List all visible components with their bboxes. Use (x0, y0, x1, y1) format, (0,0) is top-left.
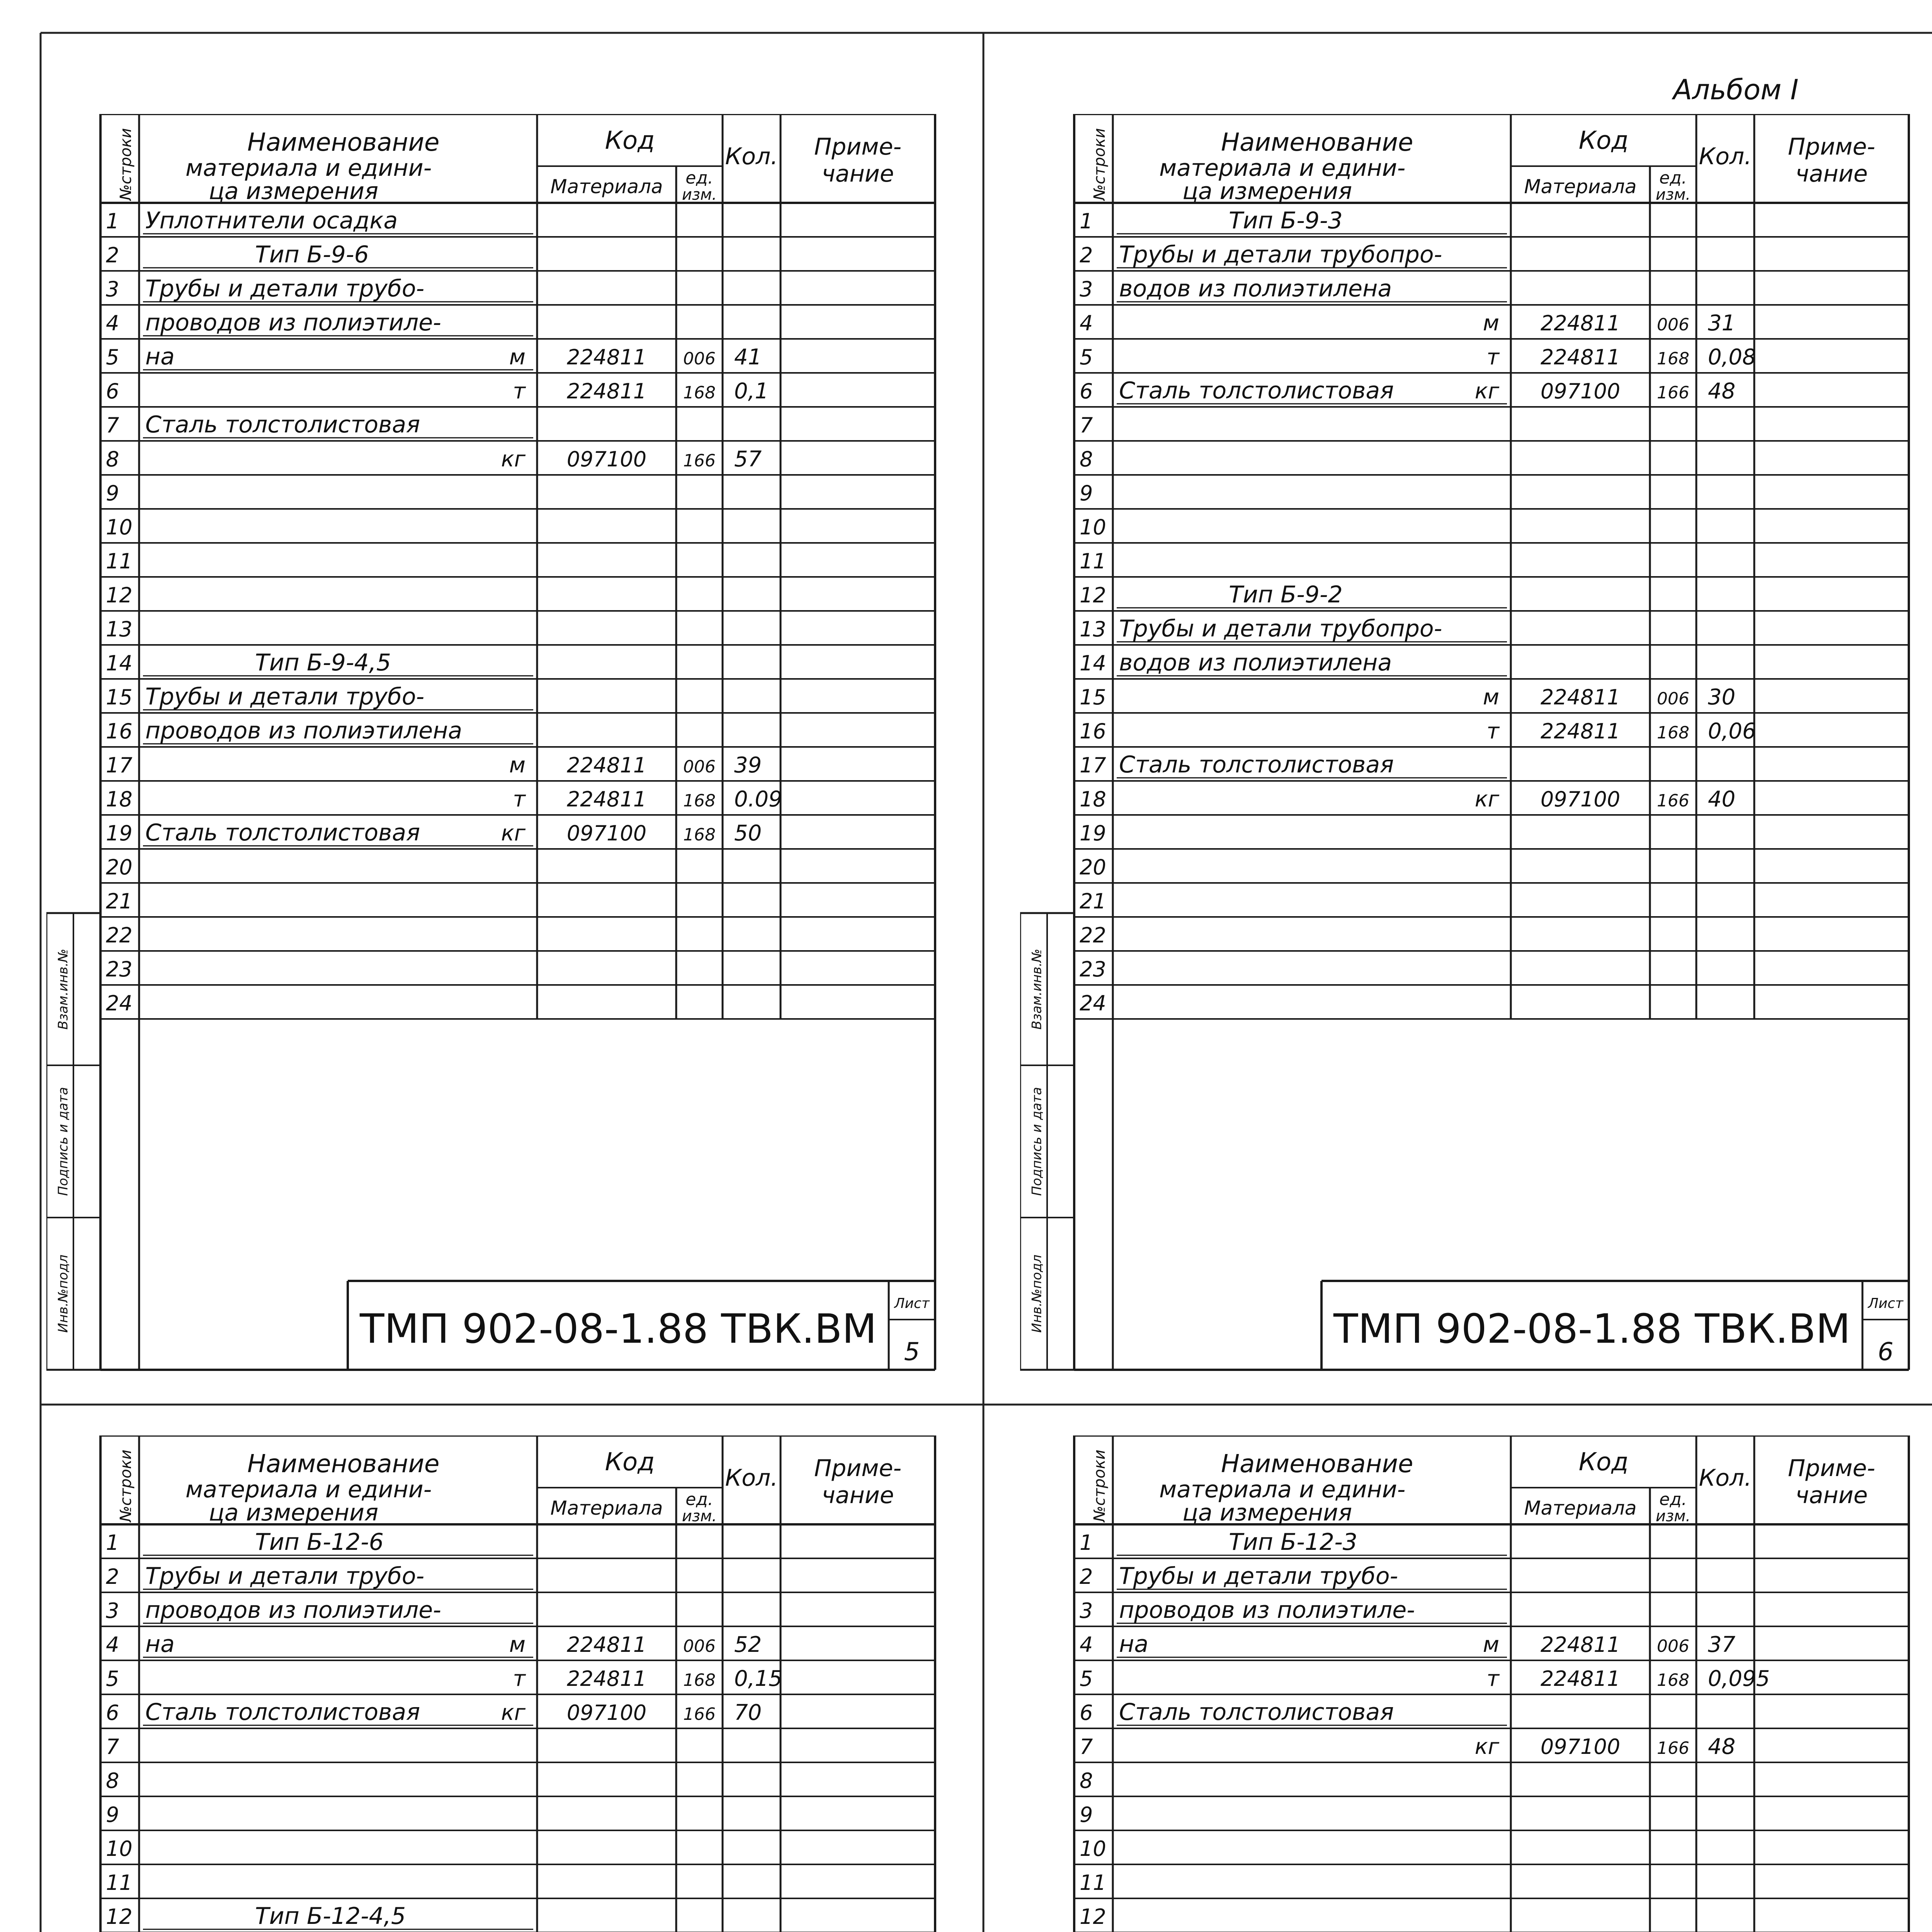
row-qty: 52 (734, 1632, 762, 1657)
row-qty: 50 (734, 821, 762, 846)
row-unit-code: 006 (683, 1636, 716, 1656)
row-number: 5 (106, 345, 119, 369)
row-name: Трубы и детали трубо- (145, 683, 425, 710)
row-number: 1 (1080, 1531, 1093, 1555)
row-unit-code: 168 (683, 1670, 716, 1690)
row-number: 5 (106, 1667, 119, 1691)
row-code: 097100 (566, 447, 647, 471)
header-name: материала и едини- (1159, 155, 1406, 182)
row-unit: т (1486, 719, 1499, 744)
row-number: 7 (106, 413, 119, 437)
document-code: ТМП 902-08-1.88 ТВК.ВМ (1333, 1305, 1850, 1352)
row-unit: кг (501, 1700, 526, 1725)
row-qty: 41 (734, 345, 762, 370)
header-name: материала и едини- (185, 155, 432, 182)
row-qty: 0,1 (734, 379, 769, 404)
row-number: 17 (1080, 753, 1106, 777)
row-unit: м (1483, 685, 1499, 710)
row-unit: м (509, 753, 526, 778)
row-number: 24 (1080, 991, 1106, 1015)
row-name: Сталь толстолистовая (1119, 751, 1394, 778)
row-code: 224811 (566, 753, 647, 777)
row-number: 12 (1080, 583, 1106, 607)
header-note: Приме- (814, 133, 902, 160)
header-unit: ед. (685, 1490, 713, 1509)
row-unit-code: 168 (683, 383, 716, 403)
row-code: 097100 (1540, 1735, 1621, 1759)
row-number: 7 (1080, 413, 1093, 437)
row-number: 15 (106, 685, 133, 709)
row-number: 20 (106, 855, 133, 879)
row-name: проводов из полиэтилена (145, 717, 463, 744)
header-code: Код (605, 126, 655, 155)
header-code: Код (605, 1448, 655, 1476)
row-qty: 31 (1708, 311, 1736, 336)
row-qty: 0,15 (734, 1666, 782, 1691)
header-code: Код (1578, 1448, 1629, 1476)
header-name: ца измерения (1182, 178, 1352, 205)
row-code: 224811 (566, 1633, 647, 1657)
row-number: 16 (106, 719, 133, 743)
header-note: Приме- (814, 1455, 902, 1482)
row-unit-code: 168 (683, 791, 716, 811)
row-unit-code: 166 (1657, 791, 1689, 811)
row-number: 8 (106, 447, 119, 471)
row-code: 097100 (566, 821, 647, 845)
header-qty: Кол. (1699, 1464, 1752, 1492)
header-note: Приме- (1787, 1455, 1876, 1482)
row-unit: кг (1475, 787, 1499, 812)
sheet-6 (1020, 114, 1932, 1397)
row-number: 2 (106, 1565, 119, 1589)
row-number: 10 (106, 515, 133, 539)
row-unit-code: 166 (683, 451, 716, 471)
row-number: 11 (106, 549, 133, 573)
header-unit: ед. (1659, 1490, 1687, 1509)
row-code: 097100 (566, 1701, 647, 1725)
row-number: 11 (1080, 549, 1106, 573)
row-number: 13 (1080, 617, 1106, 641)
row-name: Уплотнители осадка (145, 207, 398, 234)
row-qty: 39 (734, 753, 762, 778)
row-name: Тип Б-9-2 (1229, 581, 1343, 608)
row-code: 224811 (566, 379, 647, 403)
row-number: 14 (1080, 651, 1106, 675)
row-number: 8 (106, 1769, 119, 1793)
row-name: Трубы и детали трубо- (145, 1563, 425, 1590)
row-number: 4 (1080, 311, 1093, 335)
sheet-label: Лист (894, 1296, 930, 1311)
row-unit-code: 006 (1657, 1636, 1689, 1656)
row-number: 20 (1080, 855, 1106, 879)
row-number: 21 (106, 889, 133, 913)
row-number: 14 (106, 651, 133, 675)
row-unit-code: 006 (683, 349, 716, 369)
document-code: ТМП 902-08-1.88 ТВК.ВМ (360, 1305, 877, 1352)
header-unit: изм. (1655, 1507, 1691, 1525)
row-number: 1 (106, 1531, 119, 1555)
row-unit-code: 166 (1657, 383, 1689, 403)
row-number: 10 (1080, 515, 1106, 539)
row-unit: т (513, 787, 526, 812)
header-rowno: №строки (117, 128, 135, 201)
stamp-label: Подпись и дата (55, 1087, 71, 1196)
header-note: чание (1795, 1482, 1868, 1509)
row-name: Тип Б-9-3 (1229, 207, 1343, 234)
row-name: на (145, 343, 175, 370)
row-number: 22 (106, 923, 133, 947)
sheet-8-svg (1020, 1435, 1932, 1932)
row-number: 6 (1080, 1701, 1093, 1725)
row-number: 8 (1080, 447, 1093, 471)
row-unit: кг (501, 447, 526, 472)
row-number: 17 (106, 753, 133, 777)
header-unit: изм. (682, 186, 717, 204)
sheet-6-svg (1020, 114, 1932, 1397)
row-number: 8 (1080, 1769, 1093, 1793)
header-unit: ед. (685, 168, 713, 188)
header-unit: ед. (1659, 168, 1687, 188)
row-name: на (145, 1631, 175, 1658)
row-number: 4 (1080, 1633, 1093, 1657)
row-name: Тип Б-12-4,5 (255, 1903, 406, 1930)
row-qty: 48 (1708, 1734, 1736, 1759)
header-unit: изм. (682, 1507, 717, 1525)
row-number: 23 (106, 957, 133, 981)
header-name: материала и едини- (185, 1476, 432, 1503)
stamp-label: Взам.инв.№ (55, 949, 71, 1030)
row-number: 23 (1080, 957, 1106, 981)
sheet-label: Лист (1868, 1296, 1903, 1311)
row-unit: м (1483, 1632, 1499, 1657)
row-unit-code: 006 (683, 757, 716, 777)
sheet-5 (46, 114, 974, 1397)
sheet-number: 5 (904, 1338, 920, 1366)
header-qty: Кол. (725, 1464, 778, 1492)
row-code: 224811 (566, 1667, 647, 1691)
row-number: 24 (106, 991, 133, 1015)
row-unit: кг (501, 821, 526, 846)
sheet-5-svg (46, 114, 974, 1397)
row-number: 3 (106, 1599, 119, 1623)
row-number: 12 (1080, 1905, 1106, 1929)
row-code: 224811 (1540, 719, 1621, 743)
row-number: 15 (1080, 685, 1106, 709)
header-material: Материала (550, 1497, 663, 1519)
row-number: 1 (1080, 209, 1093, 233)
row-code: 224811 (1540, 311, 1621, 335)
row-number: 11 (1080, 1871, 1106, 1895)
row-number: 5 (1080, 345, 1093, 369)
row-number: 4 (106, 311, 119, 335)
header-rowno: №строки (1091, 128, 1109, 201)
row-unit-code: 168 (1657, 349, 1689, 369)
row-number: 7 (1080, 1735, 1093, 1759)
row-code: 097100 (1540, 379, 1621, 403)
header-rowno: №строки (117, 1449, 135, 1522)
row-number: 21 (1080, 889, 1106, 913)
row-number: 1 (106, 209, 119, 233)
row-number: 6 (1080, 379, 1093, 403)
row-unit-code: 006 (1657, 315, 1689, 335)
row-code: 224811 (1540, 345, 1621, 369)
row-qty: 48 (1708, 379, 1736, 404)
row-number: 4 (106, 1633, 119, 1657)
row-code: 224811 (1540, 1633, 1621, 1657)
row-code: 224811 (566, 787, 647, 811)
row-name: Трубы и детали трубопро- (1119, 241, 1442, 268)
row-number: 2 (106, 243, 119, 267)
row-name: Тип Б-12-3 (1229, 1529, 1357, 1556)
row-qty: 70 (734, 1700, 762, 1725)
row-number: 3 (1080, 1599, 1093, 1623)
row-number: 19 (106, 821, 133, 845)
row-number: 3 (106, 277, 119, 301)
row-number: 2 (1080, 1565, 1093, 1589)
header-name: ца измерения (209, 1499, 379, 1526)
album-label: Альбом I (1673, 73, 1799, 106)
header-note: чание (821, 1482, 894, 1509)
row-number: 5 (1080, 1667, 1093, 1691)
header-material: Материала (550, 175, 663, 198)
row-number: 13 (106, 617, 133, 641)
sheet-8 (1020, 1435, 1932, 1932)
header-name: Наименование (247, 1450, 440, 1478)
sheet-7 (46, 1435, 974, 1932)
row-unit-code: 166 (683, 1704, 716, 1724)
row-unit-code: 168 (1657, 723, 1689, 743)
row-number: 12 (106, 583, 133, 607)
header-unit: изм. (1655, 186, 1691, 204)
row-number: 10 (106, 1837, 133, 1861)
row-name: на (1119, 1631, 1148, 1658)
header-name: ца измерения (209, 178, 379, 205)
row-name: Трубы и детали трубо- (145, 275, 425, 302)
row-name: Тип Б-12-6 (255, 1529, 384, 1556)
sheet-number: 6 (1878, 1338, 1894, 1366)
row-code: 224811 (1540, 1667, 1621, 1691)
row-unit: кг (1475, 1734, 1499, 1759)
row-name: Сталь толстолистовая (1119, 1699, 1394, 1726)
row-unit: м (509, 1632, 526, 1657)
row-number: 9 (1080, 1803, 1093, 1827)
row-qty: 37 (1708, 1632, 1736, 1657)
stamp-label: Инв.№подл (55, 1254, 71, 1333)
header-name: Наименование (1221, 1450, 1413, 1478)
row-number: 11 (106, 1871, 133, 1895)
row-name: водов из полиэтилена (1119, 275, 1392, 302)
row-unit-code: 168 (683, 825, 716, 845)
row-name: Тип Б-9-6 (255, 241, 369, 268)
row-name: проводов из полиэтиле- (145, 309, 441, 336)
header-code: Код (1578, 126, 1629, 155)
header-note: Приме- (1787, 133, 1876, 160)
row-name: Сталь толстолистовая (145, 411, 420, 438)
row-number: 6 (106, 1701, 119, 1725)
row-number: 9 (106, 1803, 119, 1827)
row-number: 2 (1080, 243, 1093, 267)
row-name: проводов из полиэтиле- (1119, 1597, 1415, 1624)
header-name: Наименование (1221, 128, 1413, 157)
header-note: чание (1795, 160, 1868, 187)
row-name: Сталь толстолистовая (145, 1699, 420, 1726)
row-unit: т (513, 1666, 526, 1691)
row-unit: м (1483, 311, 1499, 336)
row-number: 9 (1080, 481, 1093, 505)
row-qty: 0.09 (734, 787, 782, 812)
stamp-label: Подпись и дата (1029, 1087, 1045, 1196)
row-unit: кг (1475, 379, 1499, 404)
row-qty: 40 (1708, 787, 1736, 812)
row-name: Сталь толстолистовая (1119, 377, 1394, 404)
header-rowno: №строки (1091, 1449, 1109, 1522)
row-name: проводов из полиэтиле- (145, 1597, 441, 1624)
row-unit: т (513, 379, 526, 404)
header-qty: Кол. (1699, 143, 1752, 170)
row-code: 224811 (1540, 685, 1621, 709)
row-number: 9 (106, 481, 119, 505)
row-number: 12 (106, 1905, 133, 1929)
row-qty: 30 (1708, 685, 1736, 710)
row-number: 3 (1080, 277, 1093, 301)
header-name: материала и едини- (1159, 1476, 1406, 1503)
row-number: 6 (106, 379, 119, 403)
row-unit: т (1486, 345, 1499, 370)
stamp-label: Взам.инв.№ (1029, 949, 1045, 1030)
row-unit-code: 006 (1657, 689, 1689, 709)
row-code: 097100 (1540, 787, 1621, 811)
row-unit: м (509, 345, 526, 370)
row-code: 224811 (566, 345, 647, 369)
stamp-label: Инв.№подл (1029, 1254, 1045, 1333)
row-number: 7 (106, 1735, 119, 1759)
row-name: Трубы и детали трубо- (1119, 1563, 1398, 1590)
header-name: ца измерения (1182, 1499, 1352, 1526)
row-name: Тип Б-9-4,5 (255, 649, 391, 676)
header-material: Материала (1524, 175, 1637, 198)
header-material: Материала (1524, 1497, 1637, 1519)
row-number: 22 (1080, 923, 1106, 947)
row-number: 19 (1080, 821, 1106, 845)
row-qty: 57 (734, 447, 762, 472)
row-name: Сталь толстолистовая (145, 819, 420, 846)
header-note: чание (821, 160, 894, 187)
row-number: 16 (1080, 719, 1106, 743)
row-unit-code: 168 (1657, 1670, 1689, 1690)
header-qty: Кол. (725, 143, 778, 170)
sheet-7-svg (46, 1435, 974, 1932)
row-qty: 0,08 (1708, 345, 1756, 370)
row-number: 18 (1080, 787, 1106, 811)
row-name: Трубы и детали трубопро- (1119, 615, 1442, 642)
row-number: 10 (1080, 1837, 1106, 1861)
header-name: Наименование (247, 128, 440, 157)
row-unit: т (1486, 1666, 1499, 1691)
row-unit-code: 166 (1657, 1738, 1689, 1758)
row-qty: 0,06 (1708, 719, 1756, 744)
row-qty: 0,095 (1708, 1666, 1770, 1691)
row-name: водов из полиэтилена (1119, 649, 1392, 676)
row-number: 18 (106, 787, 133, 811)
